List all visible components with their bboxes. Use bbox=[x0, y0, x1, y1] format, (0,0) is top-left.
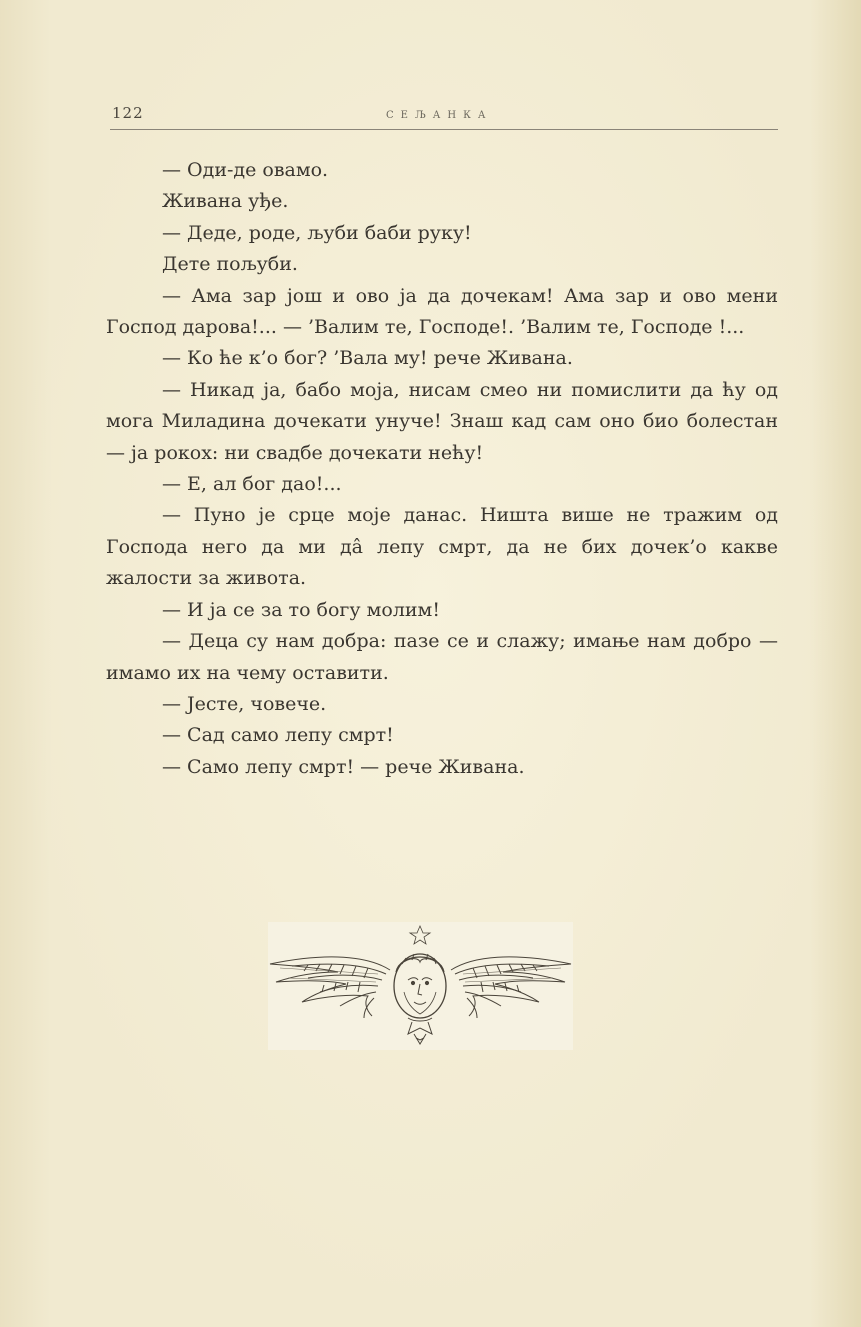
paragraph: — Е, ал бог дао!... bbox=[162, 473, 342, 496]
paragraph: — Само лепу смрт! — рече Живана. bbox=[162, 755, 525, 778]
winged-cherub-icon bbox=[268, 922, 573, 1050]
paragraph: — Деде, роде, љуби баби руку! bbox=[162, 221, 472, 244]
paragraph: — Оди-де овамо. bbox=[162, 159, 329, 181]
paragraph: Живана уђе. bbox=[162, 190, 289, 213]
paragraph: — Ко ће к’о бог? ’Вала му! рече Живана. bbox=[162, 347, 573, 370]
paragraph: Дете пољуби. bbox=[162, 253, 298, 276]
paragraph: — Никад ја, бабо моја, нисам смео ни помислити да ћу од мога Миладина дочекати унуче! Знаш кад сам оно био болестан — ја рокох: ни свадбе дочекати нећу! bbox=[106, 378, 778, 464]
ornament bbox=[268, 922, 573, 1050]
paragraph: — Деца су нам добра: пазе се и слажу; имање нам добро — имамо их на чему оставити. bbox=[106, 630, 778, 684]
text-block bbox=[106, 155, 778, 783]
paragraph: — Јесте, човече. bbox=[162, 692, 327, 715]
page-number: 122 bbox=[112, 104, 144, 122]
header-rule bbox=[110, 129, 778, 130]
running-head: СЕЉАНКА bbox=[386, 110, 493, 121]
paragraph: — Сад само лепу смрт! bbox=[162, 724, 394, 747]
paragraph: — И ја се за то богу молим! bbox=[162, 598, 440, 621]
paragraph: — Ама зар још и ово ја да дочекам! Ама зар и ово мени Господ дарова!... — ’Валим те, Господе!. ’Валим те, Господе !... bbox=[106, 284, 778, 339]
paragraph: — Пуно је срце моје данас. Ништа више не тражим од Господа него да ми дâ лепу смрт, да не бих дочек’о какве жалости за живота. bbox=[106, 504, 778, 590]
